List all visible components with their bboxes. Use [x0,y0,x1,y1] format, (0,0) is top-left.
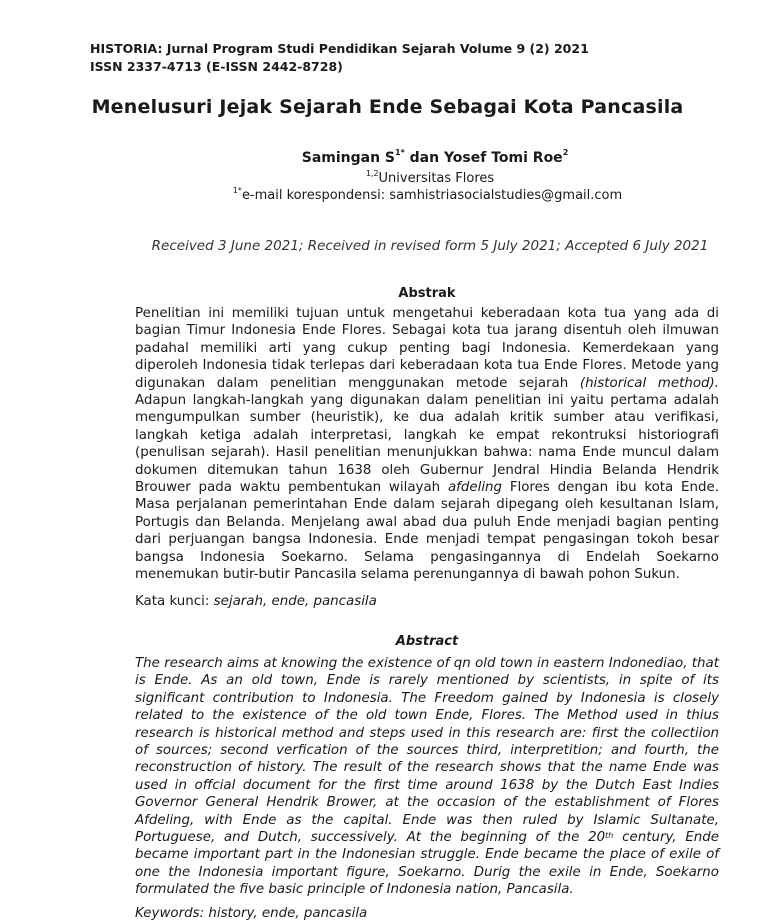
affiliation-text: Universitas Flores [378,171,495,186]
author-line [0,150,775,166]
author-2-sup: 2 [562,148,569,157]
abstract-sup: th [605,831,614,841]
abstract-body [135,655,719,899]
email-text: e-mail korespondensi: samhistriasocialstudies@gmail.com [241,188,623,203]
keywords-label: Kata kunci: [135,594,214,609]
journal-line: HISTORIA: Jurnal Program Studi Pendidikan Sejarah Volume 9 (2) 2021 [90,41,589,56]
abstrak-body [135,305,719,584]
issn-line: ISSN 2337-4713 (E-ISSN 2442-8728) [90,59,343,74]
author-1: Samingan S [301,150,396,166]
abstract-part1: The research aims at knowing the existence of qn old town in eastern Indonediao, that is Ende. As an old town, Ende is rarely mentioned by scientists, in spite of its significant contribution to Indonesia. The Freedom gained by Indonesia is closely related to the existence of the old town Ende, Flores. The Method used in thius research is historical method and steps used in this research are: first the collectiion of sources; second verfication of the sources third, interpretition; and fourth, the reconstruction of history. The result of the research shows that the name Ende was used in offcial document for the first time around 1638 by the Dutch East Indies Governor General Hendrik Brower, at the occasion of the establishment of Flores Afdeling, with Ende as the capital. Ende was then ruled by Islamic Sultanate, Portuguese, and Dutch, successively. At the beginning of the 20 [135,656,719,846]
abstrak-part2: Adapun langkah-langkah yang digunakan dalam penelitian ini yaitu pertama adalah mengumpulkan sumber (heuristik), ke dua adalah kritik sumber atau verifikasi, langkah ketiga adalah interpretasi, langkah ke empat rekontruksi historiografi (penulisan sejarah). Hasil penelitian menunjukkan bahwa: nama Ende muncul dalam dokumen ditemukan tahun 1638 oleh Gubernur Jendral Hindia Belanda Hendrik Brouwer pada waktu pembentukan wilayah [135,393,719,496]
abstrak-keywords [135,594,377,609]
abstrak-part3: Flores dengan ibu kota Ende. Masa perjalanan pemerintahan Ende dalam sejarah dipegang oleh kesultanan Islam, Portugis dan Belanda. Menjelang awal abad dua puluh Ende menjadi bagian penting dari perjuangan bangsa Indonesia. Ende menjadi tempat pengasingan tokoh besar bangsa Indonesia Soekarno. Selama pengasingannya di Endelah Soekarno menemukan butir-butir Pancasila selama perenungannya di bawah pohon Sukun. [135,480,719,583]
keywords-values: sejarah, ende, pancasila [213,594,377,609]
abstract-keywords: Keywords: history, ende, pancasila [135,906,368,921]
author-2: Yosef Tomi Roe [443,150,563,166]
affiliation-sup: 1,2 [365,169,379,178]
affiliation [0,171,775,186]
author-connector: dan [404,150,444,166]
email-sup: 1* [232,186,242,195]
correspondence-email [0,188,775,203]
paper-title: Menelusuri Jejak Sejarah Ende Sebagai Kota Pancasila [91,96,684,118]
abstract-heading: Abstract [395,634,459,649]
abstrak-italic-2: afdeling [447,480,503,496]
journal-header [90,40,589,76]
received-dates: Received 3 June 2021; Received in revised form 5 July 2021; Accepted 6 July 2021 [151,238,709,254]
abstrak-italic-1: (historical method). [579,375,719,391]
author-1-sup: 1* [395,148,405,157]
abstrak-part1: Penelitian ini memiliki tujuan untuk mengetahui keberadaan kota tua yang ada di bagian Timur Indonesia Ende Flores. Sebagai kota tua jarang disentuh oleh ilmuwan padahal memiliki arti yang cukup penting bagi Indonesia. Kemerdekaan yang diperoleh Indonesia tidak terlepas dari keberadaan kota tua Ende Flores. Metode yang digunakan dalam penelitian menggunakan metode sejarah [135,306,719,391]
abstrak-heading: Abstrak [398,286,456,301]
abstract-part2: century, Ende became important part in the Indonesian struggle. Ende became the place of exile of one the Indonesia important figure, Soekarno. Durig the exile in Ende, Soekarno formulated the five basic principle of Indonesia nation, Pancasila. [135,830,720,898]
